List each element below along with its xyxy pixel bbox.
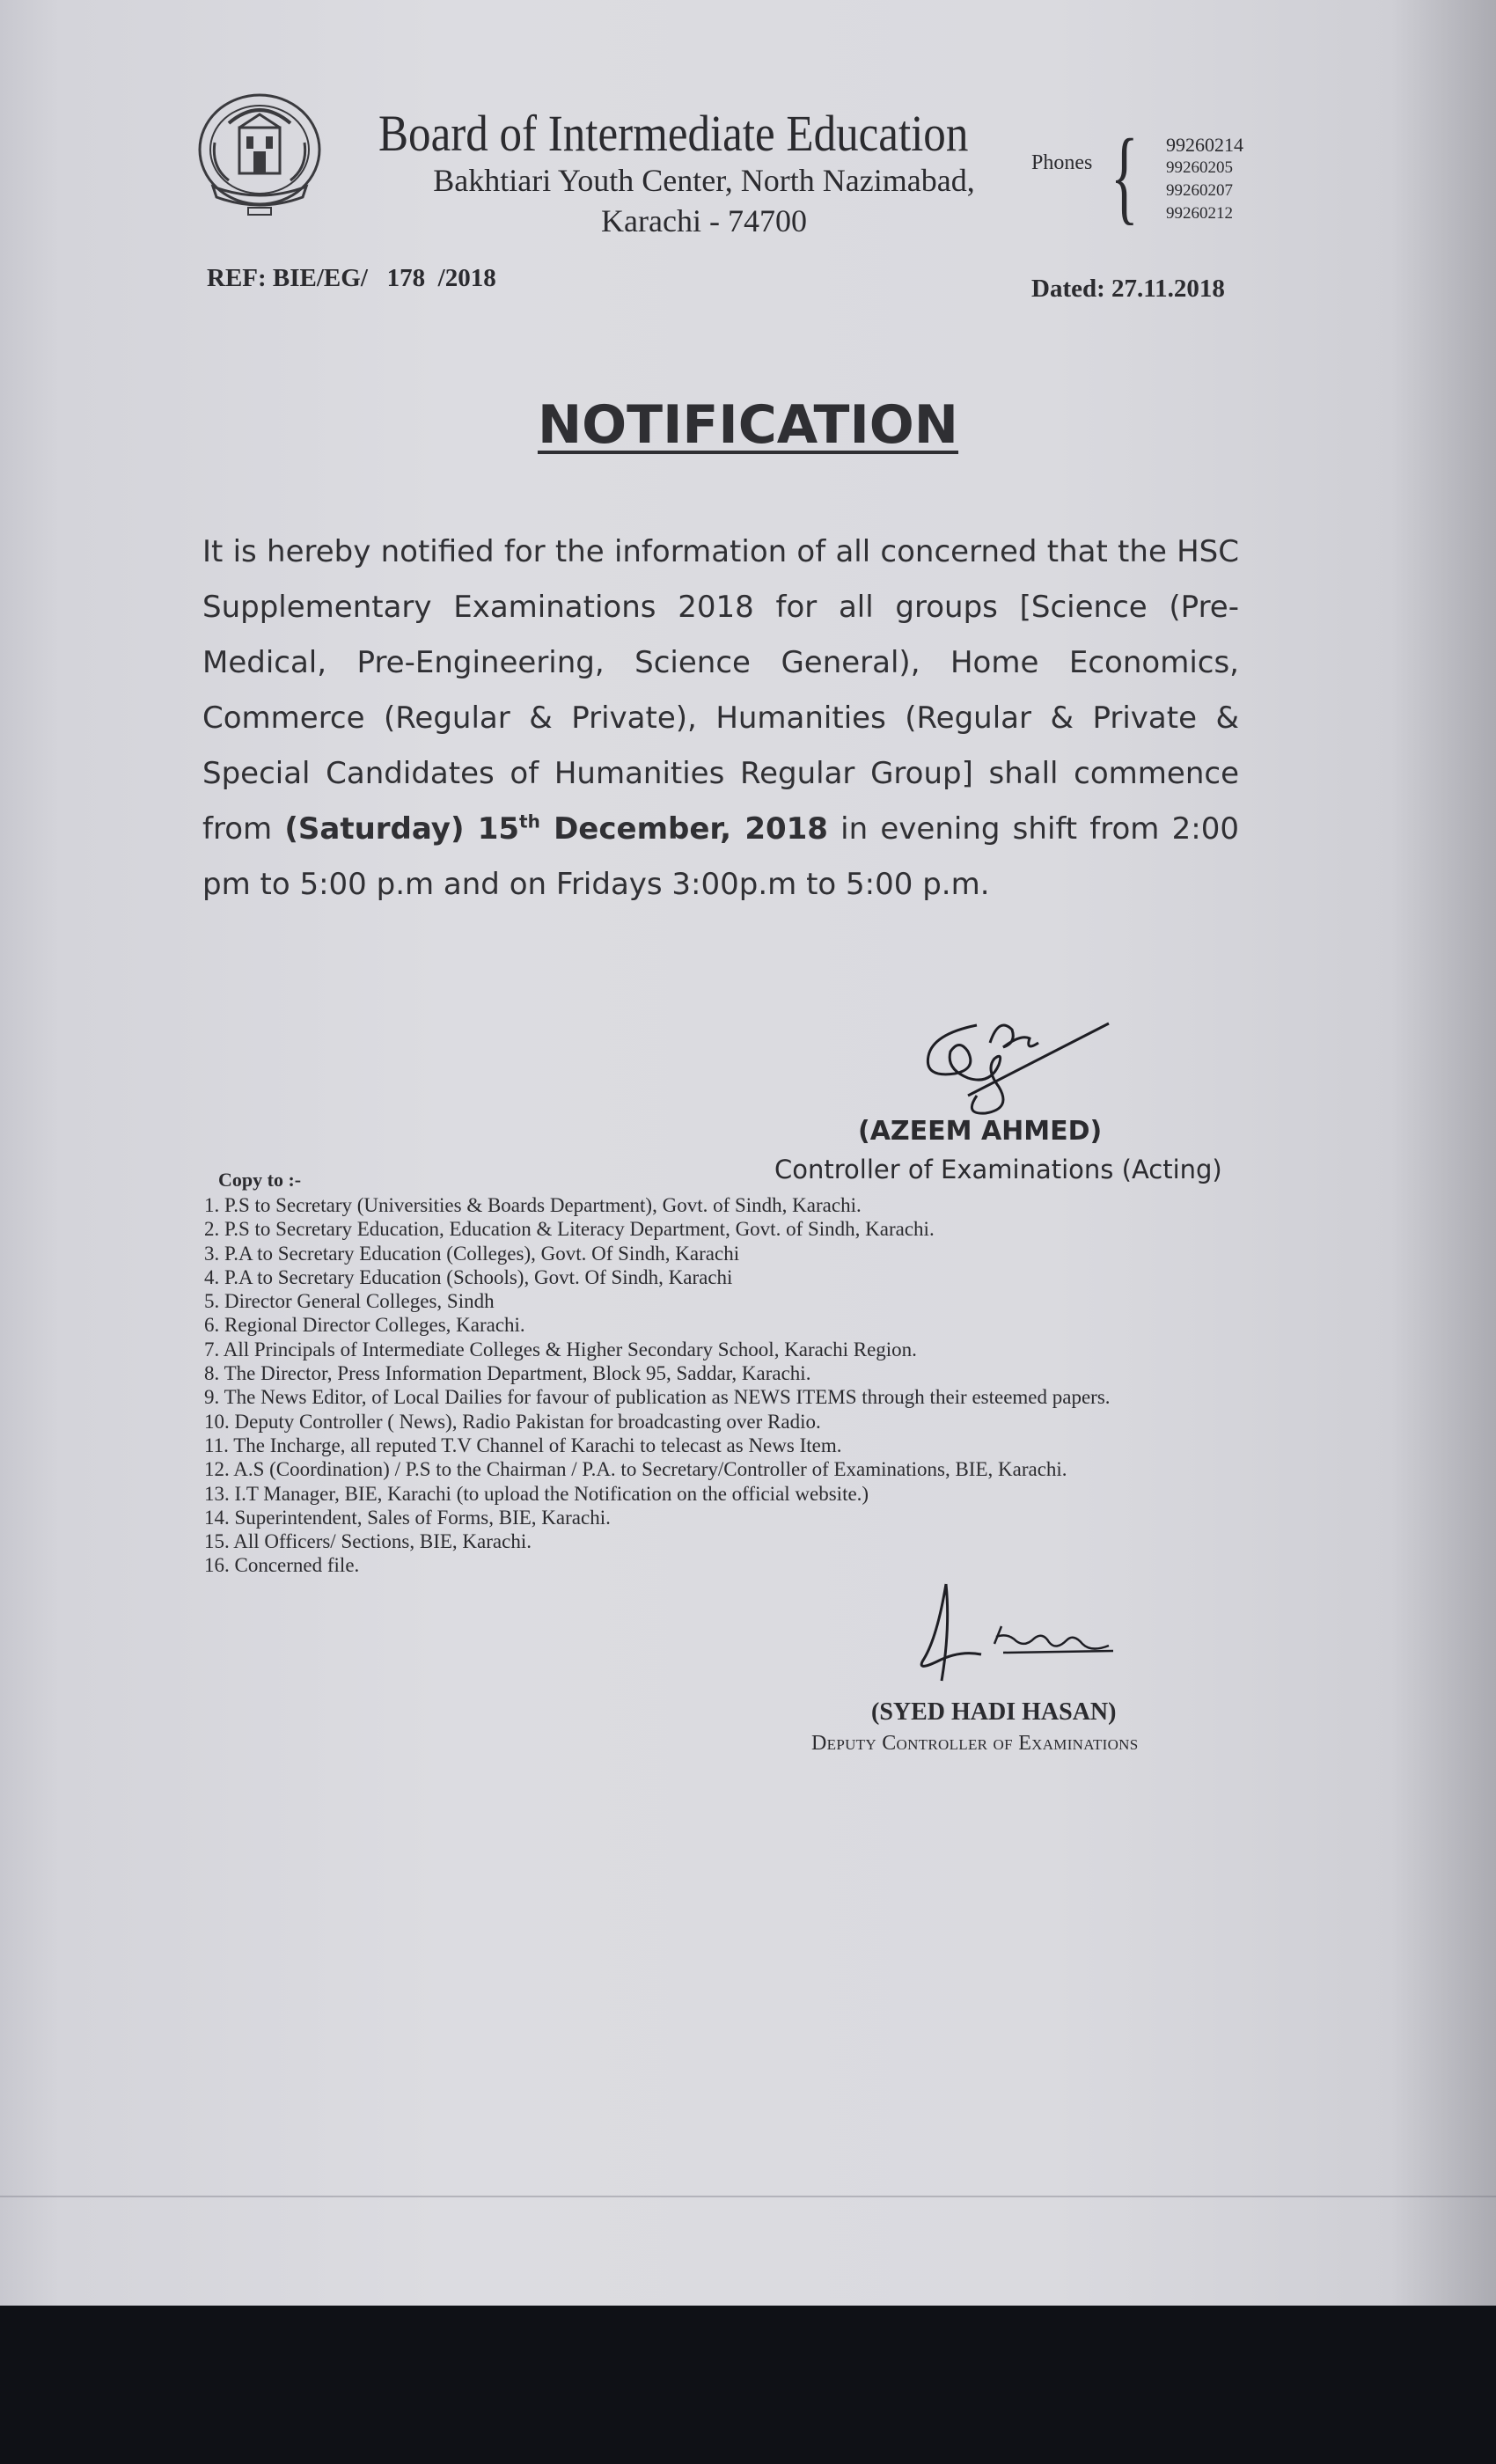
phones-label: Phones xyxy=(1031,151,1093,174)
list-item: 12. A.S (Coordination) / P.S to the Chairman / P.A. to Secretary/Controller of Examinations, BIE, Karachi. xyxy=(204,1458,1067,1481)
board-seal-icon xyxy=(194,88,326,220)
phone-list xyxy=(1166,134,1243,225)
org-name: Board of Intermediate Education xyxy=(378,105,969,162)
phone-number: 99260212 xyxy=(1166,204,1233,223)
list-item: 9. The News Editor, of Local Dailies for favour of publication as NEWS ITEMS through their esteemed papers. xyxy=(204,1386,1111,1409)
phone-number: 99260214 xyxy=(1166,134,1243,156)
phone-number: 99260205 xyxy=(1166,158,1233,177)
list-item: 11. The Incharge, all reputed T.V Channel of Karachi to telecast as News Item. xyxy=(204,1434,842,1456)
address-line-1: Bakhtiari Youth Center, North Nazimabad, xyxy=(433,163,975,198)
body-bold-date xyxy=(284,811,828,847)
list-item: 8. The Director, Press Information Department, Block 95, Saddar, Karachi. xyxy=(204,1362,811,1385)
list-item: 6. Regional Director Colleges, Karachi. xyxy=(204,1314,525,1337)
notification-body xyxy=(202,524,1239,913)
body-bold-sup: th xyxy=(519,810,540,832)
copy-to-list xyxy=(204,1193,1260,1578)
address-line-2: Karachi - 74700 xyxy=(601,203,807,238)
signatory2-title: Deputy Controller of Examinations xyxy=(811,1732,1139,1755)
signature-syed-hadi-hasan xyxy=(898,1575,1126,1690)
list-item: 10. Deputy Controller ( News), Radio Pakistan for broadcasting over Radio. xyxy=(204,1410,821,1433)
scan-edge-shadow xyxy=(1390,0,1496,2306)
notification-title: NOTIFICATION xyxy=(537,394,959,456)
list-item: 16. Concerned file. xyxy=(204,1554,360,1577)
signature-azeem-ahmed xyxy=(915,990,1118,1122)
list-item: 7. All Principals of Intermediate Colleges & Higher Secondary School, Karachi Region. xyxy=(204,1338,917,1360)
signatory2-name: (SYED HADI HASAN) xyxy=(871,1698,1117,1726)
list-item: 13. I.T Manager, BIE, Karachi (to upload the Notification on the official website.) xyxy=(204,1482,869,1505)
signatory1-title: Controller of Examinations (Acting) xyxy=(774,1155,1222,1184)
body-bold-month-year: December, 2018 xyxy=(539,811,828,847)
list-item: 2. P.S to Secretary Education, Education & Literacy Department, Govt. of Sindh, Karachi. xyxy=(204,1218,935,1241)
list-item: 14. Superintendent, Sales of Forms, BIE, Karachi. xyxy=(204,1506,611,1529)
copy-to-heading: Copy to :- xyxy=(218,1169,302,1191)
list-item: 1. P.S to Secretary (Universities & Boards Department), Govt. of Sindh, Karachi. xyxy=(204,1194,862,1216)
body-bold-day: (Saturday) 15 xyxy=(284,811,520,847)
list-item: 4. P.A to Secretary Education (Schools), Govt. Of Sindh, Karachi xyxy=(204,1265,733,1288)
org-address xyxy=(378,160,1030,241)
signatory1-name: (AZEEM AHMED) xyxy=(858,1116,1103,1147)
list-item: 15. All Officers/ Sections, BIE, Karachi. xyxy=(204,1530,532,1553)
date: Dated: 27.11.2018 xyxy=(1031,275,1225,303)
body-part-2: in evening shift from 2:00 pm to 5:00 p.m and on Fridays 3:00p.m to 5:00 p.m. xyxy=(202,811,1239,902)
phone-number: 99260207 xyxy=(1166,181,1233,200)
reference-number: REF: BIE/EG/ 178 /2018 xyxy=(207,264,496,292)
notification-heading xyxy=(0,394,1496,456)
list-item: 5. Director General Colleges, Sindh xyxy=(204,1290,495,1313)
scan-fold-line xyxy=(0,2196,1496,2197)
list-item: 3. P.A to Secretary Education (Colleges), Govt. Of Sindh, Karachi xyxy=(204,1242,740,1265)
body-part-1: It is hereby notified for the information of all concerned that the HSC Supplementary Examinations 2018 for all groups [Science (Pre-Medical, Pre-Engineering, Science General), Home Economics, Commerce (Regular & Private), Humanities (Regular & Private & Special Candidates of Humanities Regular Group] shall commence from xyxy=(202,534,1239,847)
brace-icon: { xyxy=(1111,117,1139,234)
